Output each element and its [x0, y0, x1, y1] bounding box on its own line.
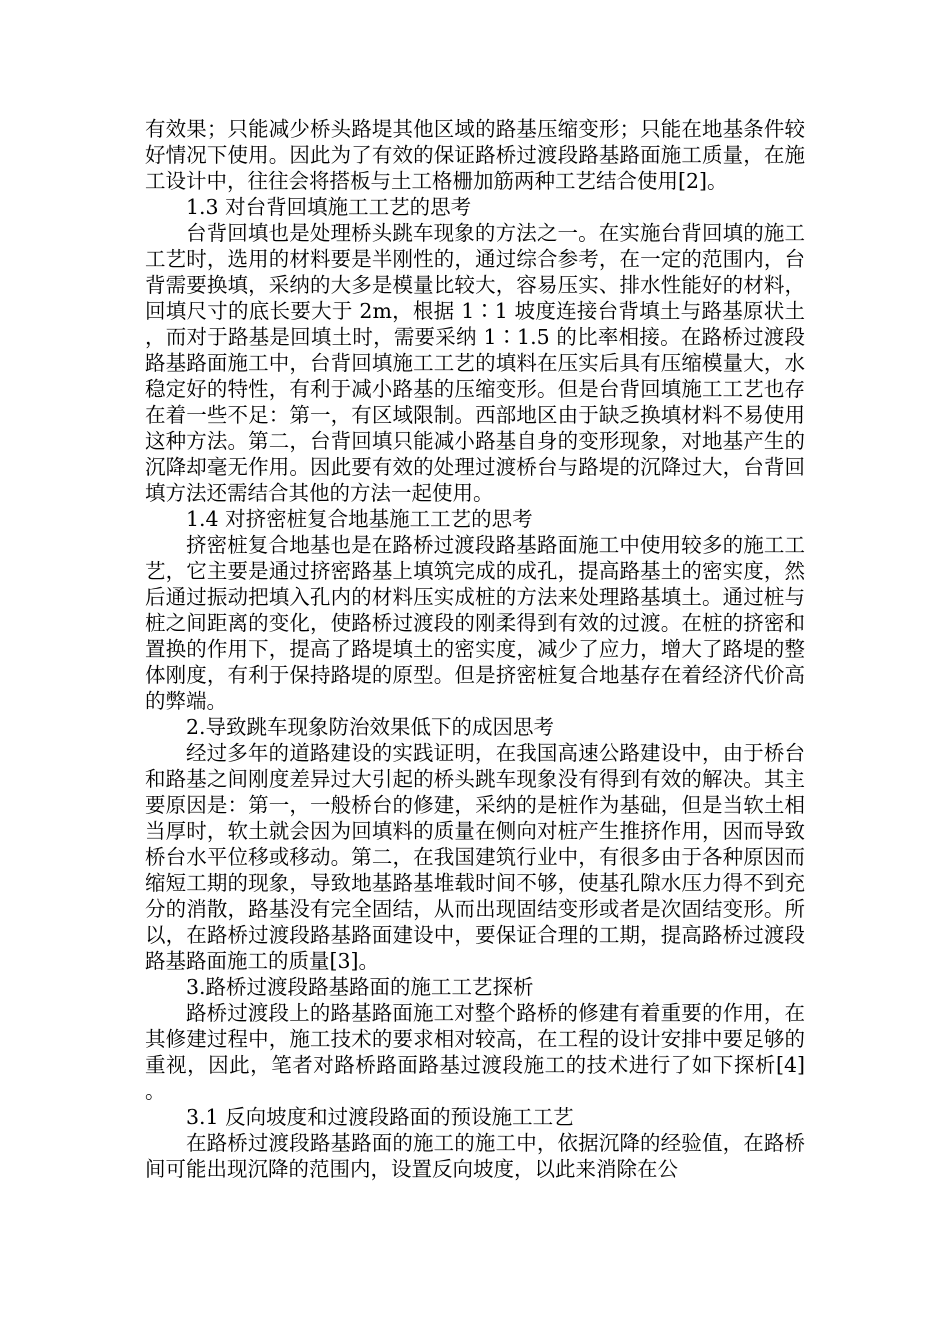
heading-1-3: 1.3 对台背回填施工工艺的思考	[186, 195, 472, 219]
document-page	[145, 116, 805, 1182]
paragraph-intro-continuation: 有效果；只能减少桥头路堤其他区域的路基压缩变形；只能在地基条件较好情况下使用。因此为了有效的保证路桥过渡段路基路面施工质量，在施工设计中，往往会将搭板与土工格栅加筋两种工艺结合使用[2]。	[145, 117, 805, 193]
heading-3-1: 3.1 反向坡度和过渡段路面的预设施工工艺	[186, 1105, 574, 1129]
heading-3: 3.路桥过渡段路基路面的施工工艺探析	[186, 975, 534, 999]
paragraph-backfill: 台背回填也是处理桥头跳车现象的方法之一。在实施台背回填的施工工艺时，选用的材料要是半刚性的，通过综合参考，在一定的范围内，台背需要换填，采纳的大多是模量比较大，容易压实、排水性能好的材料，回填尺寸的底长要大于 2m，根据 1∶1 坡度连接台背填土与路基原状土，而对于路基是回填土时，需要采纳 1∶1.5 的比率相接。在路桥过渡段路基路面施工中，台背回填施工工艺的填料在压实后具有压缩模量大，水稳定好的特性，有利于减小路基的压缩变形。但是台背回填施工工艺也存在着一些不足：第一，有区域限制。西部地区由于缺乏换填材料不易使用这种方法。第二，台背回填只能减小路基自身的变形现象，对地基产生的沉降却毫无作用。因此要有效的处理过渡桥台与路堤的沉降过大，台背回填方法还需结合其他的方法一起使用。	[145, 221, 805, 505]
paragraph-causes: 经过多年的道路建设的实践证明，在我国高速公路建设中，由于桥台和路基之间刚度差异过大引起的桥头跳车现象没有得到有效的解决。其主要原因是：第一，一般桥台的修建，采纳的是桩作为基础，但是当软土相当厚时，软土就会因为回填料的质量在侧向对桩产生推挤作用，因而导致桥台水平位移或移动。第二，在我国建筑行业中，有很多由于各种原因而缩短工期的现象，导致地基路基堆载时间不够，使基孔隙水压力得不到充分的消散，路基没有完全固结，从而出现固结变形或者是次固结变形。所以，在路桥过渡段路基路面建设中，要保证合理的工期，提高路桥过渡段路基路面施工的质量[3]。	[145, 741, 805, 973]
heading-1-4: 1.4 对挤密桩复合地基施工工艺的思考	[186, 507, 533, 531]
paragraph-reverse-slope: 在路桥过渡段路基路面的施工的施工中，依据沉降的经验值，在路桥间可能出现沉降的范围内，设置反向坡度，以此来消除在公	[145, 1131, 805, 1181]
paragraph-process-analysis: 路桥过渡段上的路基路面施工对整个路桥的修建有着重要的作用，在其修建过程中，施工技术的要求相对较高，在工程的设计安排中要足够的重视，因此，笔者对路桥路面路基过渡段施工的技术进行了如下探析[4]。	[145, 1001, 805, 1103]
paragraph-compaction-pile: 挤密桩复合地基也是在路桥过渡段路基路面施工中使用较多的施工工艺，它主要是通过挤密路基上填筑完成的成孔，提高路基土的密实度，然后通过振动把填入孔内的材料压实成桩的方法来处理路基填土。通过桩与桩之间距离的变化，使路桥过渡段的刚柔得到有效的过渡。在桩的挤密和置换的作用下，提高了路堤填土的密实度，减少了应力，增大了路堤的整体刚度，有利于保持路堤的原型。但是挤密桩复合地基存在着经济代价高的弊端。	[145, 533, 805, 713]
heading-2: 2.导致跳车现象防治效果低下的成因思考	[186, 715, 555, 739]
